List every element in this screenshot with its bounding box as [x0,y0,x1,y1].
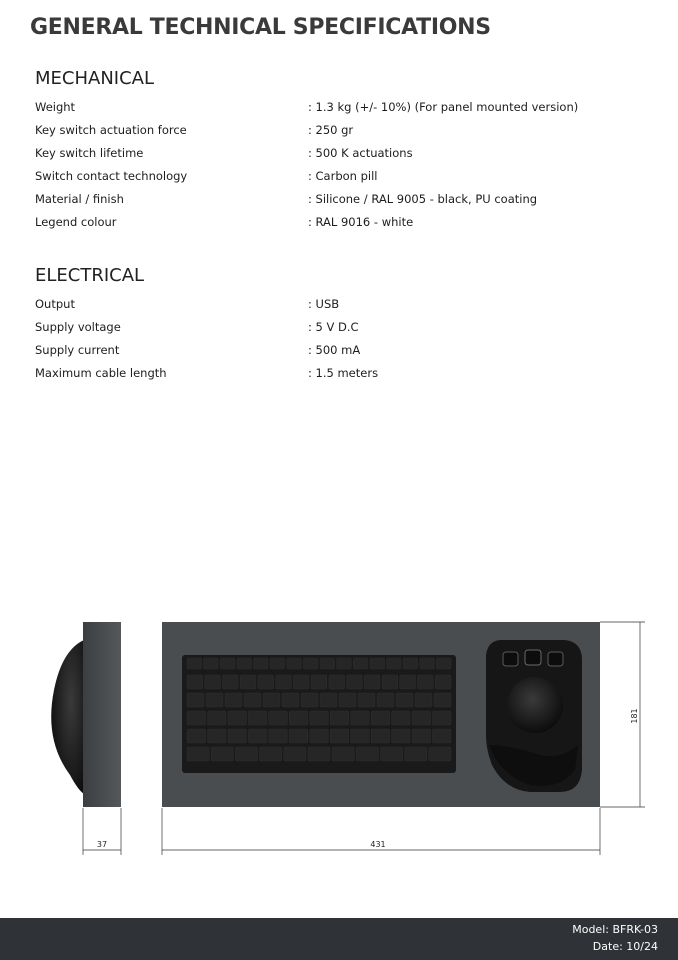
keyboard-key [289,711,308,725]
keyboard-key [206,693,223,707]
keyboard-key [293,675,309,689]
keyboard-key [381,747,403,761]
front-view [162,622,600,807]
keyboard-key [310,711,329,725]
keyboard-key [436,658,451,669]
keyboard-key [392,729,411,743]
keyboard-key [320,658,335,669]
keyboard-key [310,729,329,743]
spec-row-supply-current [35,343,635,363]
keyboard-key [339,693,356,707]
spec-value: : 1.5 meters [308,366,379,380]
keyboard-key [244,693,261,707]
keyboard-key [377,693,394,707]
keyboard-key [435,675,451,689]
keyboard-key [320,693,337,707]
product-drawing-svg [0,600,678,870]
keyboard-key [208,729,227,743]
spec-label: Material / finish [35,192,124,206]
spec-label: Switch contact technology [35,169,188,183]
keyboard-key [311,675,327,689]
keyboard-key [351,711,370,725]
spec-row-actuation-force [35,123,635,143]
keyboard-key [248,729,267,743]
keyboard-key [330,711,349,725]
spec-row-material [35,192,635,212]
keyboard-key [287,658,302,669]
keyboard-key [303,658,318,669]
dimension-side-width: 37 [96,840,108,849]
keyboard-key [260,747,282,761]
keyboard-key [396,693,413,707]
spec-label: Key switch actuation force [35,123,187,137]
side-view [51,622,121,807]
keyboard-key [187,658,202,669]
keyboard-key [187,729,206,743]
keyboard-key [187,693,204,707]
keyboard-key [204,658,219,669]
keyboard-key [269,729,288,743]
keyboard-key [276,675,292,689]
spec-value: : 5 V D.C [308,320,359,334]
keyboard-key [235,747,257,761]
keyboard-key [211,747,233,761]
keyboard-key [240,675,256,689]
keyboard-key [282,693,299,707]
keyboard-key [228,711,247,725]
keyboard-key [429,747,451,761]
spec-row-cable-length [35,366,635,386]
keyboard-key [418,675,434,689]
keyboard-key [434,693,451,707]
keyboard-key [371,711,390,725]
spec-value: : Silicone / RAL 9005 - black, PU coating [308,192,538,206]
page-title: GENERAL TECHNICAL SPECIFICATIONS [30,15,491,40]
keyboard-key [237,658,252,669]
mechanical-heading: MECHANICAL [35,68,155,89]
keyboard-key [187,675,203,689]
keyboard-key [351,729,370,743]
keyboard-key [329,675,345,689]
keyboard-key [370,658,385,669]
keyboard-key [208,711,227,725]
trackball-button-right [548,652,563,666]
keyboard-key [433,711,452,725]
keyboard-key [382,675,398,689]
keyboard-key [330,729,349,743]
side-panel [83,622,121,807]
spec-value: : USB [308,297,340,311]
dimension-height: 181 [630,708,639,724]
spec-row-output [35,297,635,317]
keyboard-key [400,675,416,689]
spec-label: Output [35,297,75,311]
keyboard-key [364,675,380,689]
spec-label: Supply voltage [35,320,121,334]
footer-model: Model: BFRK-03 [572,923,658,936]
keyboard-key [205,675,221,689]
keyboard-key [371,729,390,743]
spec-row-supply-voltage [35,320,635,340]
keyboard-key [337,658,352,669]
spec-label: Legend colour [35,215,117,229]
keyboard-key [358,693,375,707]
keyboard-key [270,658,285,669]
spec-value: : Carbon pill [308,169,378,183]
keyboard-key [269,711,288,725]
spec-label: Maximum cable length [35,366,167,380]
keyboard-key [258,675,274,689]
keyboard-key [289,729,308,743]
footer-bar [0,918,678,960]
trackball [507,677,563,733]
product-drawing [0,600,678,870]
spec-row-contact-technology [35,169,635,189]
keyboard-key [403,658,418,669]
side-trackball-housing [51,640,84,794]
spec-value: : 1.3 kg (+/- 10%) (For panel mounted version) [308,100,579,114]
keyboard-key [347,675,363,689]
spec-value: : 250 gr [308,123,354,137]
electrical-heading: ELECTRICAL [35,265,145,286]
keyboard-key [263,693,280,707]
keyboard-key [254,658,269,669]
keyboard-key [420,658,435,669]
footer-date: Date: 10/24 [592,940,658,953]
keyboard-key [392,711,411,725]
keyboard-key [415,693,432,707]
keyboard-key [412,711,431,725]
keyboard-key [353,658,368,669]
keyboard-key [228,729,247,743]
spec-row-legend-colour [35,215,635,235]
keyboard-key [387,658,402,669]
spec-value: : RAL 9016 - white [308,215,414,229]
keyboard-key [405,747,427,761]
spec-row-lifetime [35,146,635,166]
trackball-module [486,640,582,792]
dimension-front-width: 431 [370,840,386,849]
trackball-button-left [503,652,518,666]
keyboard-key [308,747,330,761]
keyboard-key [332,747,354,761]
keyboard-key [248,711,267,725]
trackball-button-middle [525,650,541,665]
keyboard-key [433,729,452,743]
spec-value: : 500 mA [308,343,361,357]
keyboard-key [412,729,431,743]
keyboard-key [225,693,242,707]
spec-value: : 500 K actuations [308,146,413,160]
spec-label: Key switch lifetime [35,146,144,160]
spec-label: Weight [35,100,76,114]
keyboard-key [284,747,306,761]
spec-row-weight [35,100,635,120]
keyboard-key [301,693,318,707]
keyboard-key [187,747,209,761]
keyboard-key [356,747,378,761]
keyboard-key [220,658,235,669]
keyboard-key [223,675,239,689]
spec-label: Supply current [35,343,120,357]
keyboard-key [187,711,206,725]
